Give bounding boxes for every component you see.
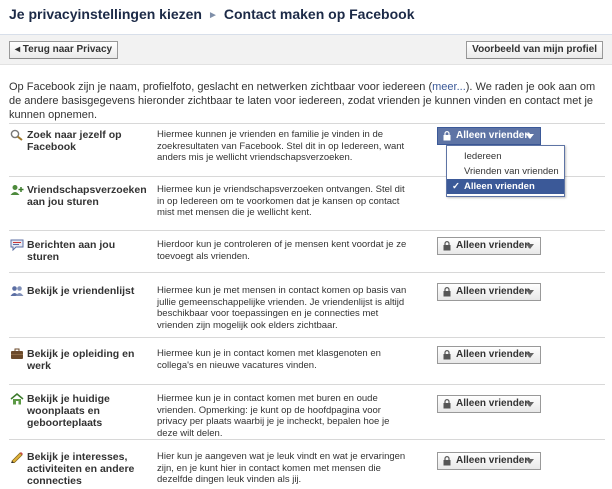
privacy-dropdown-education-work[interactable] bbox=[437, 346, 541, 364]
setting-label: Berichten aan jou sturen bbox=[27, 239, 116, 263]
setting-label: Bekijk je vriendenlijst bbox=[27, 285, 135, 297]
briefcase-icon bbox=[10, 348, 24, 360]
pencil-icon bbox=[10, 451, 24, 463]
preview-profile-button[interactable]: Voorbeeld van mijn profiel bbox=[466, 41, 603, 59]
page-title: Contact maken op Facebook bbox=[223, 6, 415, 22]
dropdown-value: Alleen vrienden bbox=[456, 286, 531, 297]
privacy-options-menu bbox=[446, 145, 565, 197]
setting-label: Zoek naar jezelf op Facebook bbox=[27, 129, 122, 153]
friends-icon bbox=[10, 285, 24, 297]
dropdown-value: Alleen vrienden bbox=[456, 240, 531, 251]
setting-row-friend-list bbox=[9, 272, 605, 336]
chevron-down-icon bbox=[526, 402, 534, 407]
dropdown-value: Alleen vrienden bbox=[456, 455, 531, 466]
setting-description: Hier kun je aangeven wat je leuk vindt en wat je ervaringen zijn, en je kunt hier in contact komen met mensen die dezelfde dingen leuk vinden als jij. bbox=[157, 451, 406, 485]
lock-icon bbox=[443, 287, 451, 297]
back-to-privacy-button[interactable]: ◂ Terug naar Privacy bbox=[9, 41, 118, 59]
intro-text-after: ). We raden je ook aan om de andere basisgegevens hieronder zichtbaar te laten voor iedereen, zodat vrienden je kunnen vinden en contact met je kunnen opnemen. bbox=[9, 81, 596, 121]
chevron-down-icon bbox=[526, 290, 534, 295]
menu-option-everyone[interactable]: Iedereen bbox=[464, 151, 502, 162]
setting-label: Bekijk je interesses, activiteiten en andere connecties bbox=[27, 451, 135, 487]
privacy-dropdown-search[interactable] bbox=[437, 127, 541, 145]
menu-option-friends-of-friends[interactable]: Vrienden van vrienden bbox=[464, 166, 559, 177]
lock-icon bbox=[443, 456, 451, 466]
setting-label: Vriendschapsverzoeken aan jou sturen bbox=[27, 184, 147, 208]
checkmark-icon: ✓ bbox=[452, 181, 460, 192]
privacy-dropdown-interests[interactable] bbox=[437, 452, 541, 470]
chevron-down-icon bbox=[526, 459, 534, 464]
setting-description: Hiermee kun je in contact komen met klasgenoten en collega's en nieuwe vacatures vinden. bbox=[157, 348, 381, 371]
breadcrumb-separator-icon: ► bbox=[207, 10, 218, 21]
menu-option-friends-only[interactable] bbox=[447, 179, 564, 194]
lock-icon bbox=[443, 399, 451, 409]
privacy-dropdown-friend-list[interactable] bbox=[437, 283, 541, 301]
lock-icon bbox=[443, 131, 451, 141]
setting-label: Bekijk je opleiding en werk bbox=[27, 348, 135, 372]
add-friend-icon bbox=[10, 184, 24, 196]
intro-text-before: Op Facebook zijn je naam, profielfoto, geslacht en netwerken zichtbaar voor iedereen ( bbox=[9, 81, 433, 93]
house-icon bbox=[10, 393, 24, 405]
privacy-dropdown-location[interactable] bbox=[437, 395, 541, 413]
chevron-down-icon bbox=[526, 134, 534, 139]
setting-description: Hiermee kunnen je vrienden en familie je vinden in de zoekresultaten van Facebook. Stel dit in op Iedereen, want anders mis je wellicht vriendschapsverzoeken. bbox=[157, 129, 405, 163]
dropdown-value: Alleen vrienden bbox=[456, 398, 531, 409]
intro-text bbox=[9, 80, 605, 122]
lock-icon bbox=[443, 241, 451, 251]
chevron-down-icon bbox=[526, 353, 534, 358]
message-icon bbox=[10, 239, 24, 251]
dropdown-value: Alleen vrienden bbox=[456, 130, 531, 141]
setting-description: Hierdoor kun je controleren of je mensen kent voordat je ze toevoegt als vrienden. bbox=[157, 239, 407, 262]
dropdown-value: Alleen vrienden bbox=[456, 349, 531, 360]
setting-label: Bekijk je huidige woonplaats en geboorteplaats bbox=[27, 393, 110, 429]
breadcrumb-parent-link[interactable]: Je privacyinstellingen kiezen bbox=[9, 6, 202, 22]
setting-description: Hiermee kun je vriendschapsverzoeken ontvangen. Stel dit in op Iedereen om te voorkomen dat je kansen op contact mist met mensen die je wellicht kent. bbox=[157, 184, 405, 218]
lock-icon bbox=[443, 350, 451, 360]
page-header bbox=[9, 6, 414, 22]
privacy-dropdown-messages[interactable] bbox=[437, 237, 541, 255]
setting-description: Hiermee kun je met mensen in contact komen op basis van jullie gemeenschappelijke vrienden. Je vriendenlijst is altijd beschikbaar voor toepassingen en je connecties met vrienden zijn mogelijk ook elders zichtbaar. bbox=[157, 285, 407, 331]
more-link[interactable]: meer... bbox=[432, 81, 466, 93]
menu-option-label: Alleen vrienden bbox=[464, 181, 535, 192]
chevron-down-icon bbox=[526, 244, 534, 249]
magnifier-icon bbox=[10, 129, 24, 141]
toolbar bbox=[0, 34, 612, 65]
setting-description: Hiermee kun je in contact komen met buren en oude vrienden. Opmerking: je kunt op de hoofdpagina voor privacy per plaats waarbij je je incheckt, bepalen hoe je deze wilt delen. bbox=[157, 393, 390, 439]
